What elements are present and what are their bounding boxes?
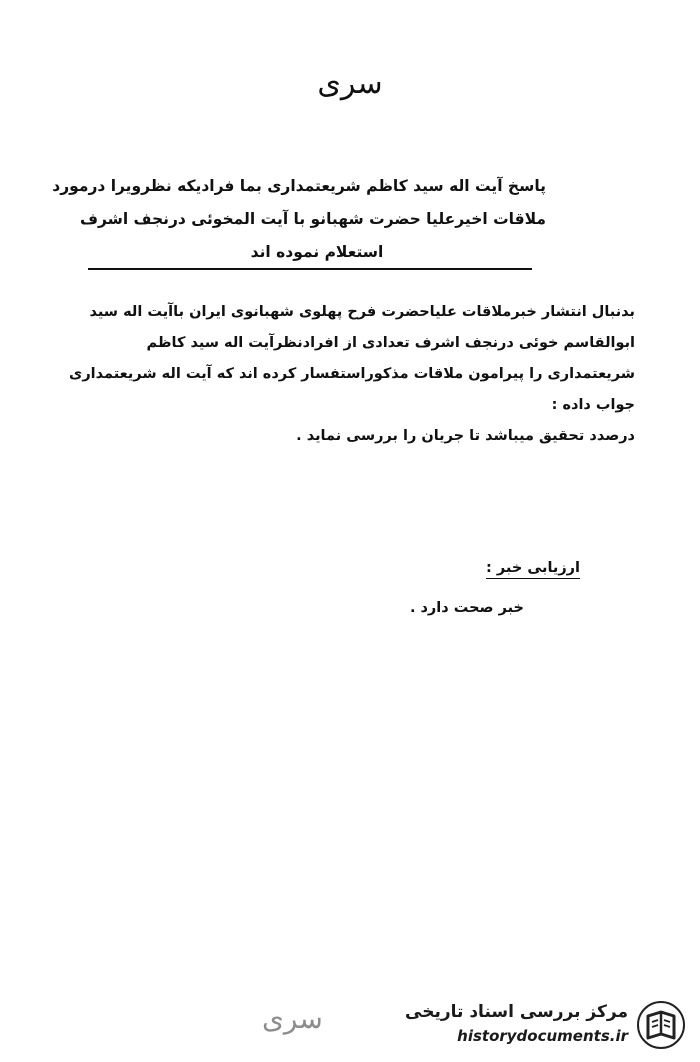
watermark-title: مرکز بررسی اسناد تاریخی [405, 1002, 628, 1022]
book-logo-icon [636, 1000, 686, 1050]
heading-line: پاسخ آیت اله سید کاظم شریعتمداری بما فرادیکه نظرویرا درمورد [52, 177, 546, 195]
body-line: بدنبال انتشار خبرملاقات علیاحضرت فرح پهلوی شهبانوی ایران باآیت اله سید [89, 304, 635, 320]
assessment-title: ارزیابی خبر : [486, 560, 580, 579]
watermark-url[interactable]: historydocuments.ir [457, 1027, 628, 1045]
heading-line: ملاقات اخیرعلیا حضرت شهبانو با آیت المخوئی درنجف اشرف [79, 210, 546, 228]
watermark [396, 1000, 686, 1054]
body-line: ابوالقاسم خوئی درنجف اشرف تعدادی از افرادنظرآیت اله سید کاظم [146, 335, 635, 351]
classification-stamp-bottom: سری [262, 1002, 323, 1035]
classification-stamp-top: سری [317, 66, 383, 101]
assessment-text: خبر صحت دارد . [409, 600, 524, 616]
assessment-section [409, 560, 580, 616]
body-line: جواب داده : [551, 397, 635, 413]
body-line: درصدد تحقیق میباشد تا جریان را بررسی نماید . [296, 428, 635, 444]
document-heading [52, 170, 546, 269]
body-line: شریعتمداری را پیرامون ملاقات مذکوراستفسار کرده اند که آیت اله شریعتمداری [69, 366, 635, 382]
document-body [60, 297, 635, 452]
heading-divider [88, 268, 532, 270]
heading-line: استعلام نموده اند [250, 243, 384, 261]
